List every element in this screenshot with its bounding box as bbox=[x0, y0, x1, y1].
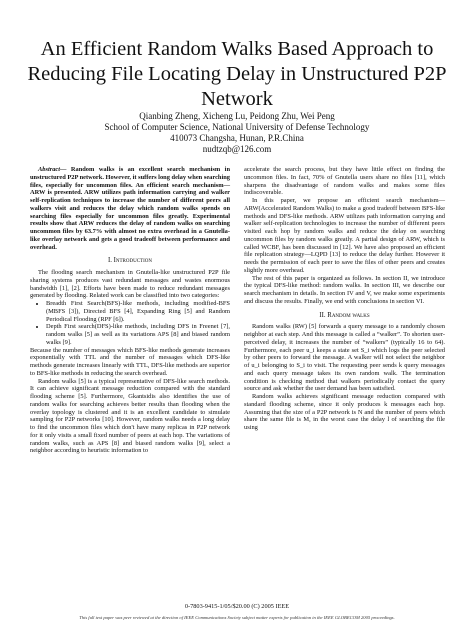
author-affiliation: School of Computer Science, National University of Defense Technology bbox=[104, 122, 370, 132]
left-column bbox=[30, 166, 230, 455]
right-column bbox=[244, 166, 445, 432]
author-email: nudtzqb@126.com bbox=[202, 144, 272, 154]
paragraph: accelerate the search process, but they have little effect on finding the uncommon files. In fact, 70% of Gnutella users share no files [11], which sharpens the disadvantage of random walks and makes some files indiscoverable. bbox=[244, 166, 445, 197]
paragraph: Random walks achieves significant message reduction compared with standard flooding scheme, since it only produces k messages each hop. Assuming that the size of a P2P network is N and the number of peers which share the same file is M, in the worst case the delay l of searching the file using bbox=[244, 393, 445, 431]
review-note: This full text paper was peer reviewed at the direction of IEEE Communications Society subject matter experts for publication in the IEEE GLOBECOM 2005 proceedings. bbox=[79, 615, 395, 620]
section-heading-introduction: I. Introduction bbox=[107, 257, 153, 265]
author-block bbox=[60, 111, 414, 155]
paragraph: The rest of this paper is organized as follows. In section II, we introduce the typical DFS-like method: random walks. In section III, we describe our search mechanism in details. In section IV and V, we make some experiments and discuss the results. Finally, we end with conclusions in section VI. bbox=[244, 274, 445, 305]
list-item: • Depth First search(DFS)-like methods, including DFS in Freenet [7], random walks [5] as well as its variations APS [8] and biased random walks [9]. bbox=[46, 323, 230, 346]
author-names: Qianbing Zheng, Xicheng Lu, Peidong Zhu, Wei Peng bbox=[139, 111, 335, 121]
abstract bbox=[30, 166, 230, 251]
paragraph: The flooding search mechanism in Gnutella-like unstructured P2P file sharing systems produces vast redundant messages and wastes enormous bandwidth [1], [2]. Efforts have been made to reduce redundant messages generated by flooding. Related work can be classified into two categories: bbox=[30, 269, 230, 300]
paper-title: An Efficient Random Walks Based Approach to Reducing File Locating Delay in Unstructured P2P Network bbox=[27, 38, 447, 110]
abstract-lead: Abstract bbox=[38, 166, 61, 173]
paragraph: In this paper, we propose an efficient search mechanism—ARW(Accelerated Random Walks) to make a good tradeoff between BFS-like methods and DFS-like methods. ARW utilizes path information carrying and walker self-replication technologies to increase the number of different peers visited each hop by random walks and reduce the delay on searching uncommon files by random walks greatly. A partial design of ARW, which is called WCBF, has been discussed in [12]. We have also proposed an efficient file replication strategy—LQPD [13] to reduce the delay further. However it needs the permission of each peer to save the files of other peers and creates slightly more overhead. bbox=[244, 197, 445, 274]
bullet-list bbox=[30, 300, 230, 347]
abstract-text: — Random walks is an excellent search mechanism in unstructured P2P network. However, it suffers long delay when searching files, especially for uncommon files. An efficient search mechanism—ARW is presented. ARW utilizes path information carrying and walker self-replication techniques to increase the number of different peers all walkers visit and reduces the delay which random walks spends on searching files especially for uncommon files greatly. Experimental results show that ARW reduces the delay of random walks on searching uncommon files by 63.7% with almost no extra overhead in a Gnutella-like overlay network and gets a good tradeoff between performance and overhead. bbox=[30, 166, 230, 251]
paragraph: Random walks [5] is a typical representative of DFS-like search methods. It can achieve significant message reduction compared with the standard flooding scheme [5]. Furthermore, Gkantsidis also identifies the use of random walks for searching achieves better results than flooding when the overlay topology is clustered and it is an excellent candidate to simulate sampling for P2P networks [10]. However, random walks needs a long delay to find the uncommon files which don't have many replicas in P2P network for it only visits a small fixed number of peers at each hop. The variations of random walks, such as APS [8] and biased random walks [9], select a neighbor according to heuristic information to bbox=[30, 377, 230, 455]
author-address: 410073 Changsha, Hunan, P.R.China bbox=[170, 133, 304, 143]
list-item: • Breadth First Search(BFS)-like methods, including modified-BFS (MBFS [3]), Directed BFS [4], Expanding Ring [5] and Random Periodical Flooding (RPF [6]). bbox=[46, 300, 230, 323]
paragraph: Because the number of messages which BFS-like methods generate increases exponentially with TTL and the number of messages which DFS-like methods generate increases linearly with TTL, DFS-like methods are superior to BFS-like methods in reducing the search overhead. bbox=[30, 346, 230, 377]
copyright-line: 0-7803-9415-1/05/$20.00 (C) 2005 IEEE bbox=[184, 603, 290, 610]
section-heading-random-walks: II. Random walks bbox=[319, 311, 370, 319]
paragraph: Random walks (RW) [5] forwards a query message to a randomly chosen neighbor at each step. And this message is called a “walker”. To shorten user-perceived delay, it increases the number of “walkers” (typically 16 to 64). Furthermore, each peer u_i keeps a state set S_i which logs the peer selected by other peers to forward the message. A walker will not select the neighbor of u_i belonging to S_i to visit. The requesting peer sends k query messages and each query message takes its own random walk. The termination condition is checking method that walkers periodically contact the query source and ask whether the user demand has been satisfied. bbox=[244, 323, 445, 393]
